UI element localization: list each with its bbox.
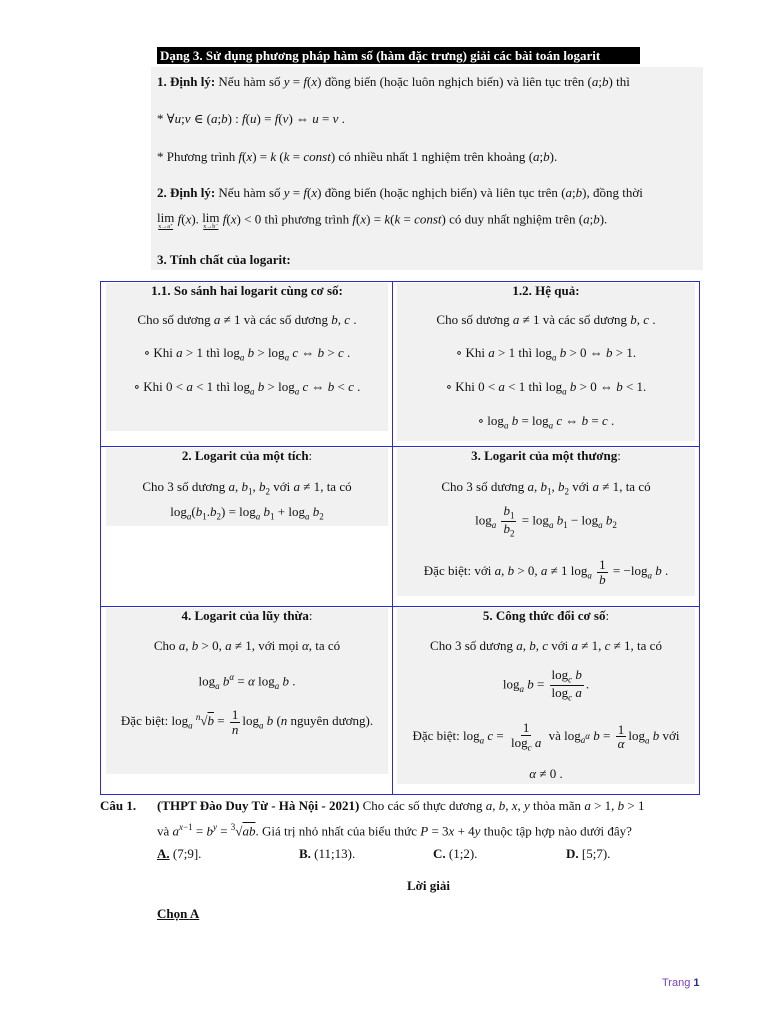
option-d[interactable]: D. [5;7). [566, 846, 611, 861]
question-line-1: (THPT Đào Duy Từ - Hà Nội - 2021) Cho các số thực dương a, b, x, y thỏa mãn a > 1, b > 1 [157, 798, 645, 813]
cell-log-product: 2. Logarit của một tích: Cho 3 số dương a, $b_1$, $b_2$ với a ≠ 1, ta có $\log_a(b_1.b_2) = \log_a b_1 + \log_a b_2$ [106, 448, 388, 526]
table-divider-h1 [100, 446, 700, 447]
option-c[interactable]: C. (1;2). [433, 846, 478, 861]
cell-change-of-base: 5. Công thức đổi cơ số: Cho 3 số dương a, b, c với a ≠ 1, c ≠ 1, ta có $\log_a b$ = $\frac{\log_c b}{\log_c a}$ . Đặc biệt: $\log_a c$ = $\frac{1}{\log_c a}$ và $\log_{a^\alpha} b$ = $\frac{1}{\alpha}$ $\log_a b$ với α ≠ 0 . [397, 608, 695, 784]
theorem-2: 2. Định lý: Nếu hàm số y = f(x) đồng biến (hoặc nghịch biến) và liên tục trên (a;b), đồng thời [157, 185, 643, 200]
theorem-1-bullet-1: * ∀u;v ∈ (a;b) : f(u) = f(v) ⇔ u = v . [157, 111, 345, 126]
question-number: Câu 1. [100, 798, 137, 813]
theorem-1-bullet-2: * Phương trình f(x) = k (k = const) có nhiều nhất 1 nghiệm trên khoảng (a;b). [157, 149, 558, 164]
cell-log-quotient: 3. Logarit của một thương: Cho 3 số dương a, $b_1$, $b_2$ với a ≠ 1, ta có $\log_a$ $\frac{b_1}{b_2}$ = $\log_a b_1 - \log_a b_2$ Đặc biệt: với a, b > 0, a ≠ 1 $\log_a$ $\frac{1}{b}$ = $-\log_a$ b . [397, 448, 695, 596]
solution-choice: Chọn A [157, 906, 200, 921]
table-divider-h2 [100, 606, 700, 607]
page-footer: Trang 1 [662, 977, 700, 989]
cell-compare-log: 1.1. So sánh hai logarit cùng cơ số: Cho số dương a ≠ 1 và các số dương b, c . ∘ Khi a > 1 thì $\log_a b > \log_a c$ ⇔ b > c . ∘ Khi 0 < a < 1 thì $\log_a b > \log_a c$ ⇔ b < c . [106, 283, 388, 431]
theorem-3-title: 3. Tính chất của logarit: [157, 252, 291, 267]
table-divider-v [392, 281, 393, 795]
cell-corollary: 1.2. Hệ quả: Cho số dương a ≠ 1 và các số dương b, c . ∘ Khi a > 1 thì $\log_a b > 0$ ⇔ b > 1. ∘ Khi 0 < a < 1 thì $\log_a b > 0$ ⇔ b < 1. ∘ $\log_a b = \log_a c$ ⇔ b = c . [397, 283, 695, 441]
option-b[interactable]: B. (11;13). [299, 846, 356, 861]
question-line-2: và $a^{x-1} = b^y = ^3√ab$. Giá trị nhỏ nhất của biểu thức P = 3x + 4y thuộc tập hợp nào dưới đây? [157, 822, 632, 839]
solution-title: Lời giải [407, 878, 450, 893]
theory-box [151, 67, 703, 270]
theorem-2-line-2: lim x→a⁺ f(x). lim x→b⁻ f(x) < 0 thì phương trình f(x) = k(k = const) có duy nhất nghiệm trên (a;b). [157, 210, 608, 230]
section-title: Dạng 3. Sử dụng phương pháp hàm số (hàm đặc trưng) giải các bài toán logarit [157, 47, 640, 64]
option-a[interactable]: A. (7;9]. [157, 846, 202, 861]
theorem-1: 1. Định lý: Nếu hàm số y = f(x) đồng biến (hoặc luôn nghịch biến) và liên tục trên (a;b) thì [157, 74, 630, 89]
cell-log-power: 4. Logarit của lũy thừa: Cho a, b > 0, a ≠ 1, với mọi α, ta có $\log_a b^\alpha = \alpha$ $\log_a b$ . Đặc biệt: $\log_a ^n√b$ = $\frac{1}{n}$ $\log_a b$ (n nguyên dương). [106, 608, 388, 774]
